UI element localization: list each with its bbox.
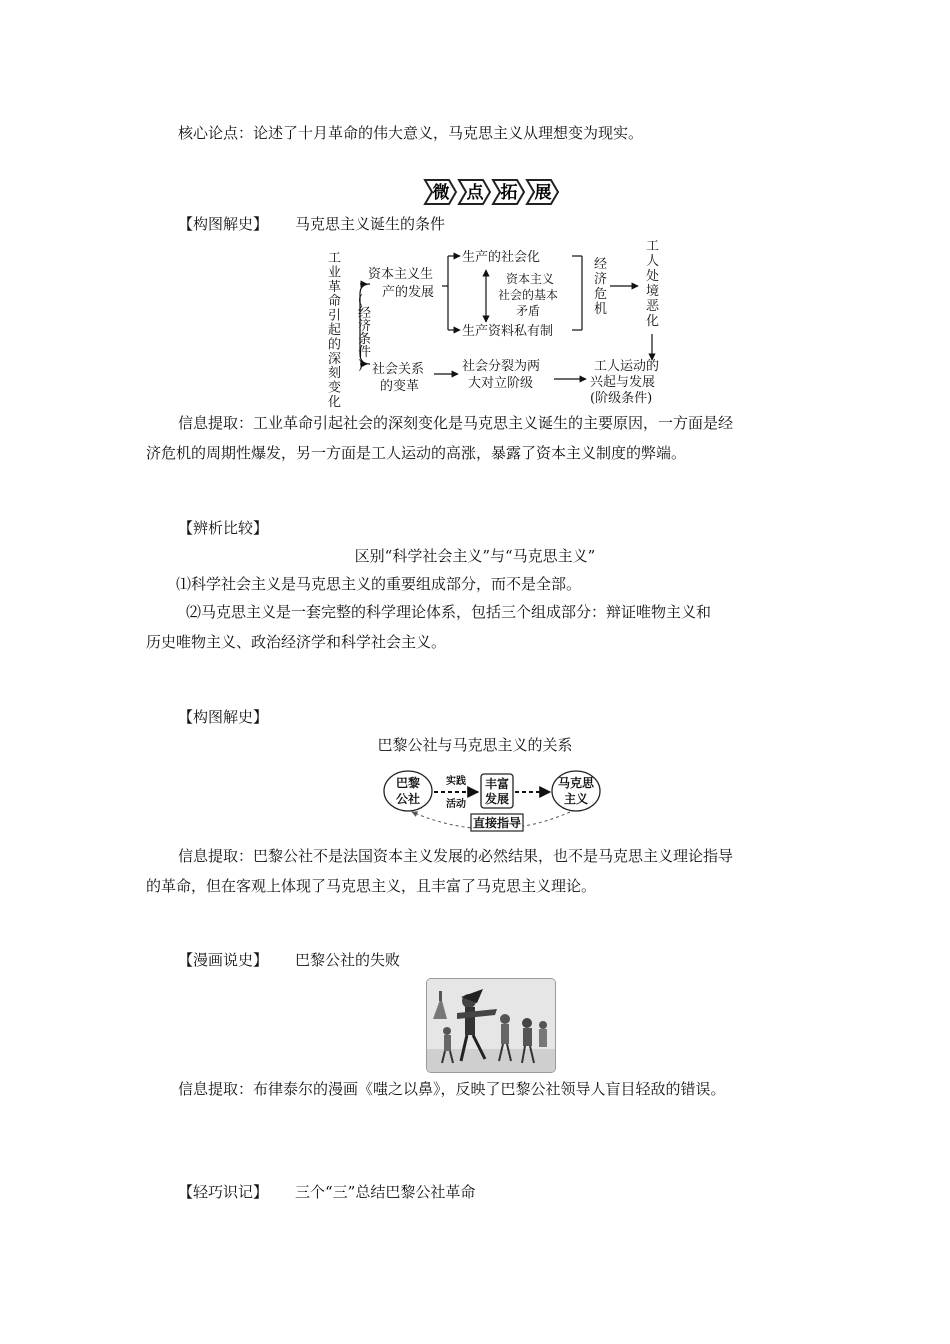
- movement-1: 工人运动的: [594, 359, 660, 374]
- banner-char: 展: [534, 183, 552, 203]
- section3-info-1: 信息提取：巴黎公社不是法国资本主义发展的必然结果，也不是马克思主义理论指导: [178, 847, 734, 865]
- enrich-2: 发展: [484, 792, 510, 806]
- economic-crisis: 经济危机: [594, 257, 608, 317]
- section5-title: 三个“三”总结巴黎公社革命: [295, 1183, 476, 1201]
- section1-info-2: 济危机的周期性爆发，另一方面是工人运动的高涨，暴露了资本主义制度的弊端。: [146, 444, 687, 462]
- section2-title: 区别“科学社会主义”与“马克思主义”: [354, 547, 596, 565]
- division-2: 大对立阶级: [468, 376, 534, 391]
- socialization: 生产的社会化: [462, 250, 541, 265]
- capitalist-production-2: 产的发展: [382, 285, 435, 300]
- section3-title: 巴黎公社与马克思主义的关系: [377, 736, 573, 754]
- contradiction-1: 资本主义: [506, 272, 555, 286]
- capitalist-production-1: 资本主义生: [368, 267, 434, 282]
- left-column-text: 工业革命引起的深刻变化: [328, 251, 342, 408]
- section-banner: [423, 176, 563, 208]
- worker-conditions: 工人处境恶化: [646, 239, 660, 329]
- section2-tag: 【辨析比较】: [178, 519, 269, 537]
- section2-point2-line2: 历史唯物主义、政治经济学和科学社会主义。: [146, 633, 447, 651]
- paris-1: 巴黎: [395, 776, 421, 790]
- practice-1: 实践: [446, 776, 466, 787]
- division-1: 社会分裂为两: [462, 359, 541, 374]
- banner-char: 拓: [500, 183, 518, 203]
- core-point: 核心论点：论述了十月革命的伟大意义，马克思主义从理想变为现实。: [178, 124, 644, 142]
- enrich-1: 丰富: [484, 777, 510, 791]
- movement-2: 兴起与发展: [590, 375, 656, 390]
- private-ownership: 生产资料私有制: [462, 324, 554, 339]
- social-relations-2: 的变革: [380, 379, 420, 394]
- contradiction-3: 矛盾: [516, 304, 541, 318]
- section4-info: 信息提取：布律泰尔的漫画《嗤之以鼻》，反映了巴黎公社领导人盲目轻敌的错误。: [178, 1080, 726, 1098]
- section1-title: 马克思主义诞生的条件: [295, 215, 446, 233]
- marxism-1: 马克思: [557, 776, 595, 790]
- bracket-label: (经济条件): [358, 293, 372, 373]
- section1-tag: 【构图解史】: [178, 215, 269, 233]
- paris-commune-diagram: [380, 760, 605, 838]
- section3-info-2: 的革命，但在客观上体现了马克思主义，且丰富了马克思主义理论。: [146, 877, 597, 895]
- section4-tag: 【漫画说史】: [178, 951, 269, 969]
- section3-tag: 【构图解史】: [178, 708, 269, 726]
- practice-2: 活动: [446, 799, 466, 810]
- social-relations-1: 社会关系: [372, 362, 425, 377]
- direct-guidance: 直接指导: [472, 816, 522, 830]
- marxism-2: 主义: [563, 792, 589, 806]
- section2-point1: ⑴科学社会主义是马克思主义的重要组成部分，而不是全部。: [176, 575, 582, 593]
- section4-title: 巴黎公社的失败: [295, 951, 401, 969]
- banner-char: 点: [466, 183, 484, 203]
- contradiction-2: 社会的基本: [498, 288, 559, 302]
- movement-3: (阶级条件): [590, 391, 653, 406]
- cartoon-image: [426, 978, 556, 1073]
- section2-point2-line1: ⑵马克思主义是一套完整的科学理论体系，包括三个组成部分：辩证唯物主义和: [186, 603, 712, 621]
- section1-info-1: 信息提取：工业革命引起社会的深刻变化是马克思主义诞生的主要原因，一方面是经: [178, 414, 734, 432]
- paris-2: 公社: [395, 792, 421, 806]
- marxism-conditions-diagram: [310, 238, 670, 408]
- banner-char: 微: [432, 183, 450, 203]
- section5-tag: 【轻巧识记】: [178, 1183, 269, 1201]
